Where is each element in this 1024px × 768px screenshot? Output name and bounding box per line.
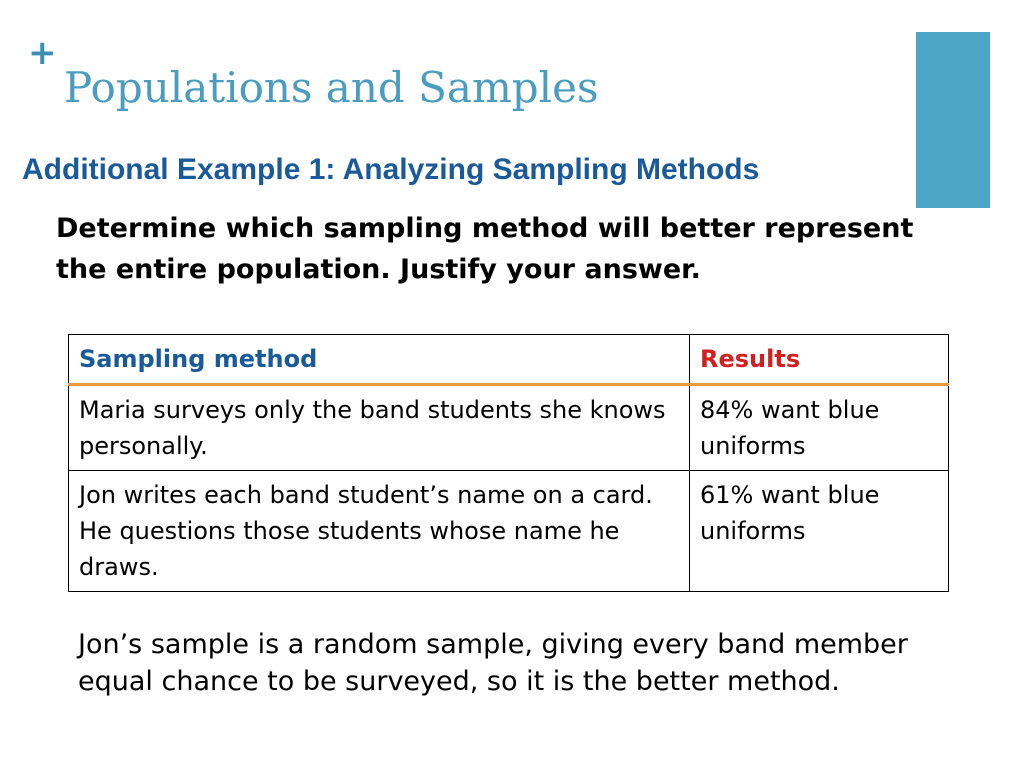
- table-row: [69, 471, 949, 592]
- result-cell: 61% want blue uniforms: [690, 471, 949, 592]
- table-row: [69, 385, 949, 471]
- slide-title: Populations and Samples: [64, 63, 599, 112]
- plus-icon: +: [28, 33, 57, 73]
- conclusion-text: Jon’s sample is a random sample, giving every band member equal chance to be surveyed, so it is the better method.: [78, 629, 908, 697]
- method-cell: Maria surveys only the band students she knows personally.: [69, 385, 690, 471]
- method-cell: Jon writes each band student’s name on a card. He questions those students whose name he draws.: [69, 471, 690, 592]
- example-subtitle: Additional Example 1: Analyzing Sampling Methods: [22, 153, 760, 186]
- sampling-methods-table: [68, 334, 949, 592]
- problem-prompt: Determine which sampling method will better represent the entire population. Justify your answer.: [56, 213, 914, 285]
- decorative-bar: [916, 32, 990, 208]
- result-cell: 84% want blue uniforms: [690, 385, 949, 471]
- header-results: Results: [690, 335, 949, 385]
- table-header-row: [69, 335, 949, 385]
- header-sampling-method: Sampling method: [69, 335, 690, 385]
